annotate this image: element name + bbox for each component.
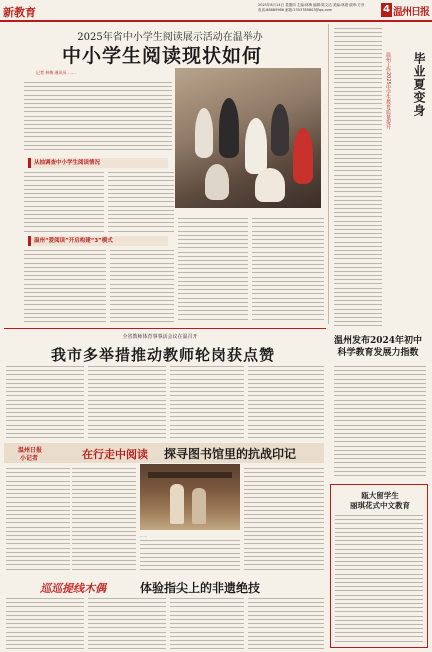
header-contact-line: 电话:88889986 邮箱:2353789803@qq.com xyxy=(258,8,333,12)
middle-article-title: 我市多举措推动教师轮岗获点赞 xyxy=(50,346,275,364)
bottom-body-2 xyxy=(88,598,166,650)
subhead-model: 温州“爱阅读”开启构建“3”模式 xyxy=(28,236,168,246)
subhead-survey: 从抽调查中小学生阅读情况 xyxy=(28,158,168,168)
top-article-intro xyxy=(24,82,172,154)
header-meta-line: 2025年8月14日 星期四 主编:林梅 编辑:陈文洁 美编:林超 版审:方彦 xyxy=(258,3,365,7)
body-col-2d xyxy=(252,218,324,322)
banner-title-black: 探寻图书馆里的抗战印记 xyxy=(164,447,297,461)
student-feature-title xyxy=(337,491,423,511)
body-col-2a xyxy=(24,250,106,322)
library-photo-caption: …… xyxy=(140,534,147,538)
release-title: 温州发布2024年初中科学教育发展力指数 xyxy=(333,336,423,358)
section-title: 新教育 xyxy=(3,6,36,19)
right-article-title: 毕业夏变身 xyxy=(412,52,426,117)
feature-banner xyxy=(4,443,324,463)
bottom-body-3 xyxy=(170,598,244,650)
feature-body-1 xyxy=(6,468,70,572)
bottom-article-title-black: 体验指尖上的非遗绝技 xyxy=(140,581,261,595)
body-col-1b xyxy=(108,172,174,234)
right-body-top xyxy=(334,28,382,328)
feature-body-3 xyxy=(244,468,324,572)
paper-logo: 温州日报 xyxy=(393,7,429,18)
middle-article-kicker: 全省教师体育事事活会议在温召开 xyxy=(122,334,198,340)
feature-body-2 xyxy=(72,468,136,572)
body-col-2b xyxy=(110,250,174,322)
release-body xyxy=(334,366,426,476)
reading-event-photo xyxy=(175,68,321,208)
body-col-1a xyxy=(24,172,104,234)
student-feature-title-line1: 瓯大留学生 xyxy=(361,491,399,500)
banner-title-red: 在行走中阅读 xyxy=(82,448,148,461)
page-header xyxy=(0,0,432,22)
section-rule xyxy=(4,328,326,329)
student-feature-box xyxy=(330,484,428,648)
student-feature-body xyxy=(335,515,423,643)
page-number: 4 xyxy=(381,3,392,17)
top-article-kicker: 2025年省中小学生阅读展示活动在温举办 xyxy=(77,32,263,43)
top-article-title: 中小学生阅读现状如何 xyxy=(61,45,262,67)
middle-body-4 xyxy=(248,366,324,440)
library-photo xyxy=(140,464,240,538)
middle-body-3 xyxy=(170,366,244,440)
student-feature-title-line2: 丽琪花式中文教育 xyxy=(350,501,410,510)
middle-body-1 xyxy=(6,366,84,440)
body-col-2c xyxy=(178,218,248,322)
bottom-body-4 xyxy=(248,598,324,650)
bottom-article-title-red: 巡巡提线木偶 xyxy=(40,582,106,595)
bottom-body-1 xyxy=(6,598,84,650)
column-divider xyxy=(328,24,329,324)
header-meta xyxy=(258,3,388,13)
middle-body-2 xyxy=(88,366,166,440)
right-article-kicker: 温州工作2025中学生教育质量提升 xyxy=(385,52,391,130)
top-article-byline: 记者 林梅 通讯员 …… xyxy=(36,70,76,75)
banner-logo-sub: 小记者 xyxy=(20,455,39,462)
feature-body-4 xyxy=(140,540,240,574)
banner-logo: 温州日报 xyxy=(18,447,43,454)
